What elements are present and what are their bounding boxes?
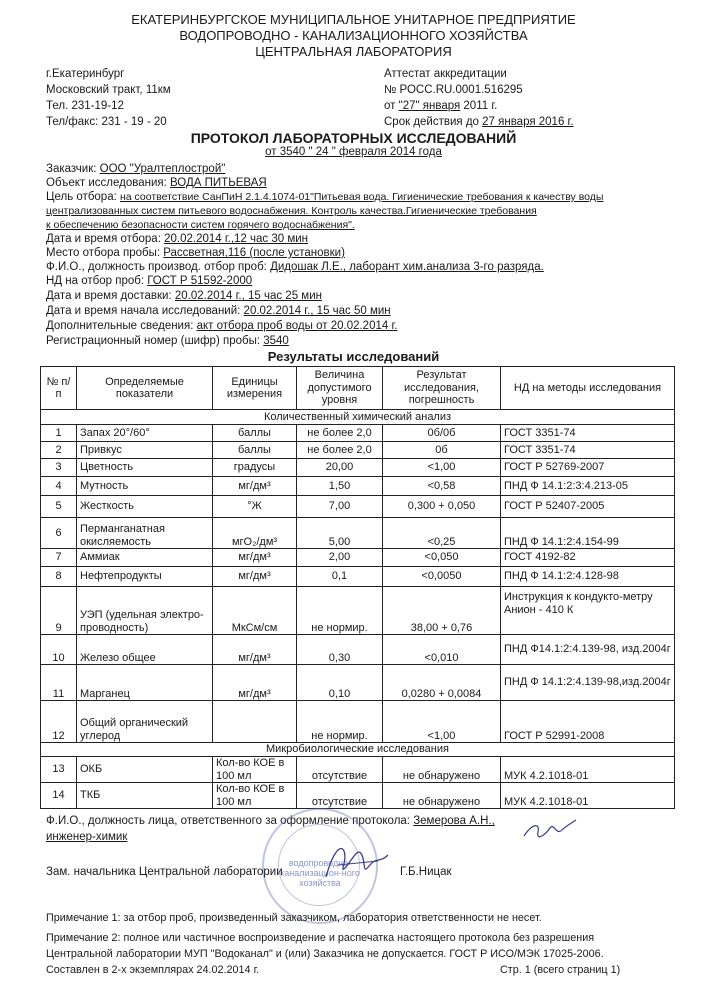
- table-row: [41, 518, 675, 549]
- cell-num: 1: [41, 425, 77, 442]
- cell-method: ПНД Ф 14.1:2:4.154-99: [501, 518, 675, 549]
- extra-value: акт отбора проб воды от 20.02.2014 г.: [196, 320, 398, 332]
- accreditation-number: № РОСС.RU.0001.516295: [384, 84, 523, 96]
- table-row: [41, 459, 675, 477]
- table-row: [41, 477, 675, 496]
- cell-result: <1,00: [383, 459, 501, 477]
- stamp-text: водопроводно-канализацион-ного хозяйства: [280, 858, 360, 888]
- responsible-position: инженер-химик: [46, 831, 128, 843]
- table-row: [41, 567, 675, 587]
- accreditation-from: от: [384, 100, 399, 112]
- cell-indicator: Запах 20°/60°: [77, 425, 213, 442]
- accreditation-title: Аттестат аккредитации: [384, 68, 507, 80]
- cell-num: 8: [41, 567, 77, 587]
- cell-method: ГОСТ 3351-74: [501, 425, 675, 442]
- responsible-line: [46, 814, 689, 828]
- org-name-line3: ЦЕНТРАЛЬНАЯ ЛАБОРАТОРИЯ: [255, 44, 452, 59]
- cell-indicator: Нефтепродукты: [77, 567, 213, 587]
- cell-result: 0б/0б: [383, 425, 501, 442]
- table-row: [41, 783, 675, 809]
- header-units: Единицы измерения: [213, 367, 297, 410]
- cell-indicator: Железо общее: [77, 635, 213, 665]
- sample-datetime-line: [46, 232, 689, 246]
- results-title: Результаты исследований: [267, 349, 440, 364]
- cell-method: ГОСТ 3351-74: [501, 442, 675, 459]
- cell-num: 9: [41, 587, 77, 635]
- deputy-title: Зам. начальника Центральной лаборатории: [46, 866, 283, 878]
- note-2b: Центральной лаборатории МУП "Водоканал" и (или) Заказчика не допускается. ГОСТ Р ИСО/МЭК 17025-2006.: [46, 948, 604, 960]
- cell-unit: мг/дм³: [213, 477, 297, 496]
- cell-num: 7: [41, 549, 77, 567]
- responsible-name: Земерова А.Н.,: [413, 815, 495, 827]
- validity: [384, 116, 574, 128]
- results-table: [40, 366, 675, 809]
- org-name-line2: ВОДОПРОВОДНО - КАНАЛИЗАЦИОННОГО ХОЗЯЙСТВА: [179, 28, 528, 43]
- cell-unit: баллы: [213, 442, 297, 459]
- header-indicator: Определяемые показатели: [77, 367, 213, 410]
- cell-indicator: Мутность: [77, 477, 213, 496]
- table-row: [41, 757, 675, 783]
- cell-limit: 2,00: [297, 549, 383, 567]
- purpose-line2: централизованных систем питьевого водоснабжения. Контроль качества.Гигиенические требования: [46, 205, 537, 217]
- cell-indicator: Привкус: [77, 442, 213, 459]
- cell-indicator: Цветность: [77, 459, 213, 477]
- cell-method: ГОСТ 4192-82: [501, 549, 675, 567]
- cell-unit: мгО₂/дм³: [213, 518, 297, 549]
- delivery-line: [46, 289, 689, 303]
- sampler-line: [46, 260, 689, 274]
- cell-num: 14: [41, 783, 77, 809]
- cell-method: ПНД Ф 14.1:2:3:4.213-05: [501, 477, 675, 496]
- page-number: Стр. 1 (всего страниц 1): [500, 964, 621, 976]
- customer-line: [46, 162, 689, 176]
- cell-result: <0,0050: [383, 567, 501, 587]
- start-line: [46, 304, 689, 318]
- city: г.Екатеринбург: [46, 68, 125, 80]
- cell-result: <0,25: [383, 518, 501, 549]
- cell-method: ПНД Ф 14.1:2:4.128-98: [501, 567, 675, 587]
- phone: Тел. 231-19-12: [46, 100, 124, 112]
- cell-result: <0,58: [383, 477, 501, 496]
- sample-datetime-label: Дата и время отбора:: [46, 233, 165, 245]
- cell-limit: 5,00: [297, 518, 383, 549]
- nd-line: [46, 274, 689, 288]
- cell-result: <0,050: [383, 549, 501, 567]
- header-num: № п/п: [41, 367, 77, 410]
- extra-label: Дополнительные сведения:: [46, 320, 197, 332]
- cell-unit: Кол-во КОЕ в 100 мл: [213, 757, 297, 783]
- table-row: [41, 549, 675, 567]
- cell-num: 5: [41, 496, 77, 518]
- sampler-label: Ф.И.О., должность производ. отбор проб:: [46, 261, 271, 273]
- deputy-signature: [318, 835, 398, 885]
- header-result: Результат исследования, погрешность: [383, 367, 501, 410]
- cell-limit: 20,00: [297, 459, 383, 477]
- cell-indicator: Перманганатная окисляемость: [77, 518, 213, 549]
- purpose-value-1: на соответствие СанПиН 2.1.4.1074-01"Питьевая вода. Гигиенические требования к качеству воды: [120, 191, 604, 203]
- fax: Тел/факс: 231 - 19 - 20: [46, 116, 167, 128]
- cell-limit: 0,1: [297, 567, 383, 587]
- note-2a: Примечание 2: полное или частичное воспроизведение и распечатка настоящего протокола без разрешения: [46, 932, 595, 944]
- cell-num: 12: [41, 701, 77, 743]
- purpose-line3: к обеспечению безопасности систем горячего водоснабжения".: [46, 219, 355, 231]
- start-value: 20.02.2014 г., 15 час 50 мин: [243, 305, 391, 317]
- cell-num: 13: [41, 757, 77, 783]
- cell-method: ПНД Ф 14.1:2:4.139-98,изд.2004г: [501, 665, 675, 701]
- responsible-label: Ф.И.О., должность лица, ответственного за оформление протокола:: [46, 815, 414, 827]
- cell-unit: баллы: [213, 425, 297, 442]
- cell-result: 38,00 + 0,76: [383, 587, 501, 635]
- cell-method: МУК 4.2.1018-01: [501, 757, 675, 783]
- cell-limit: 0,30: [297, 635, 383, 665]
- protocol-subtitle: от 3540 " 24 " февраля 2014 года: [265, 146, 442, 158]
- nd-value: ГОСТ Р 51592-2000: [147, 275, 253, 287]
- cell-num: 2: [41, 442, 77, 459]
- table-row: [41, 496, 675, 518]
- reg-value: 3540: [263, 335, 289, 347]
- section-micro: Микробиологические исследования: [41, 743, 675, 757]
- cell-num: 3: [41, 459, 77, 477]
- cell-indicator: Марганец: [77, 665, 213, 701]
- table-row: [41, 635, 675, 665]
- delivery-label: Дата и время доставки:: [46, 290, 175, 302]
- cell-limit: 0,10: [297, 665, 383, 701]
- accreditation-date: [384, 100, 497, 112]
- cell-num: 11: [41, 665, 77, 701]
- cell-limit: отсутствие: [297, 757, 383, 783]
- cell-method: Инструкция к кондукто-метру Анион - 410 К: [501, 587, 675, 635]
- header-method: НД на методы исследования: [501, 367, 675, 410]
- cell-unit: [213, 701, 297, 743]
- cell-method: ГОСТ Р 52407-2005: [501, 496, 675, 518]
- extra-line: [46, 319, 689, 333]
- cell-unit: мг/дм³: [213, 549, 297, 567]
- copies-note: Составлен в 2-х экземплярах 24.02.2014 г.: [46, 964, 260, 976]
- sampler-value: Дидошак Л.Е., лаборант хим.анализа 3-го разряда.: [270, 261, 544, 273]
- cell-method: ГОСТ Р 52991-2008: [501, 701, 675, 743]
- cell-limit: не более 2,0: [297, 425, 383, 442]
- cell-unit: мг/дм³: [213, 665, 297, 701]
- cell-unit: МкСм/см: [213, 587, 297, 635]
- cell-unit: мг/дм³: [213, 635, 297, 665]
- cell-limit: не нормир.: [297, 587, 383, 635]
- protocol-title: ПРОТОКОЛ ЛАБОРАТОРНЫХ ИССЛЕДОВАНИЙ: [190, 130, 517, 146]
- cell-indicator: Жесткость: [77, 496, 213, 518]
- header-allowed: Величина допустимого уровня: [297, 367, 383, 410]
- object-value: ВОДА ПИТЬЕВАЯ: [170, 177, 267, 189]
- cell-result: 0б: [383, 442, 501, 459]
- cell-indicator: Аммиак: [77, 549, 213, 567]
- cell-result: 0,0280 + 0,0084: [383, 665, 501, 701]
- sample-place-label: Место отбора пробы:: [46, 247, 164, 259]
- cell-limit: отсутствие: [297, 783, 383, 809]
- cell-limit: 7,00: [297, 496, 383, 518]
- sample-datetime-value: 20.02.2014 г.,12 час 30 мин: [164, 233, 309, 245]
- cell-limit: не более 2,0: [297, 442, 383, 459]
- org-name-line1: ЕКАТЕРИНБУРГСКОЕ МУНИЦИПАЛЬНОЕ УНИТАРНОЕ ПРЕДПРИЯТИЕ: [131, 12, 576, 27]
- customer-value: ООО "Уралтеплострой": [99, 163, 226, 175]
- reg-line: [46, 334, 689, 348]
- object-line: [46, 176, 689, 190]
- cell-method: ПНД Ф14.1:2:4.139-98, изд.2004г: [501, 635, 675, 665]
- cell-num: 6: [41, 518, 77, 549]
- note-1: Примечание 1: за отбор проб, произведенный заказчиком, лаборатория ответственности не несет.: [46, 912, 542, 924]
- cell-result: не обнаружено: [383, 783, 501, 809]
- purpose-line1: [46, 190, 689, 204]
- cell-limit: не нормир.: [297, 701, 383, 743]
- cell-limit: 1,50: [297, 477, 383, 496]
- nd-label: НД на отбор проб:: [46, 275, 148, 287]
- table-row: [41, 442, 675, 459]
- cell-result: <1,00: [383, 701, 501, 743]
- address: Московский тракт, 11км: [46, 84, 171, 96]
- cell-num: 10: [41, 635, 77, 665]
- cell-result: не обнаружено: [383, 757, 501, 783]
- purpose-label: Цель отбора:: [46, 191, 120, 203]
- cell-result: 0,300 + 0,050: [383, 496, 501, 518]
- start-label: Дата и время начала исследований:: [46, 305, 244, 317]
- cell-num: 4: [41, 477, 77, 496]
- delivery-value: 20.02.2014 г., 15 час 25 мин: [174, 290, 322, 302]
- cell-indicator: ОКБ: [77, 757, 213, 783]
- cell-unit: мг/дм³: [213, 567, 297, 587]
- responsible-signature: [520, 812, 580, 852]
- customer-label: Заказчик:: [46, 163, 100, 175]
- cell-result: <0,010: [383, 635, 501, 665]
- deputy-name: Г.Б.Ницак: [400, 866, 452, 878]
- table-row: [41, 587, 675, 635]
- object-label: Объект исследования:: [46, 177, 171, 189]
- cell-indicator: УЭП (удельная электро-проводность): [77, 587, 213, 635]
- sample-place-value: Рассветная,116 (после установки): [163, 247, 345, 259]
- cell-indicator: ТКБ: [77, 783, 213, 809]
- table-row: [41, 701, 675, 743]
- accreditation-year: 2011 г.: [460, 100, 498, 112]
- cell-indicator: Общий органический углерод: [77, 701, 213, 743]
- sample-place-line: [46, 246, 689, 260]
- cell-unit: градусы: [213, 459, 297, 477]
- validity-label: Срок действия до: [384, 116, 483, 128]
- cell-method: ГОСТ Р 52769-2007: [501, 459, 675, 477]
- reg-label: Регистрационный номер (шифр) пробы:: [46, 335, 264, 347]
- cell-unit: °Ж: [213, 496, 297, 518]
- table-row: [41, 425, 675, 442]
- table-row: [41, 665, 675, 701]
- accreditation-day: "27" января: [398, 100, 461, 112]
- section-chem: Количественный химический анализ: [41, 410, 675, 425]
- cell-unit: Кол-во КОЕ в 100 мл: [213, 783, 297, 809]
- cell-method: МУК 4.2.1018-01: [501, 783, 675, 809]
- validity-date: 27 января 2016 г.: [482, 116, 574, 128]
